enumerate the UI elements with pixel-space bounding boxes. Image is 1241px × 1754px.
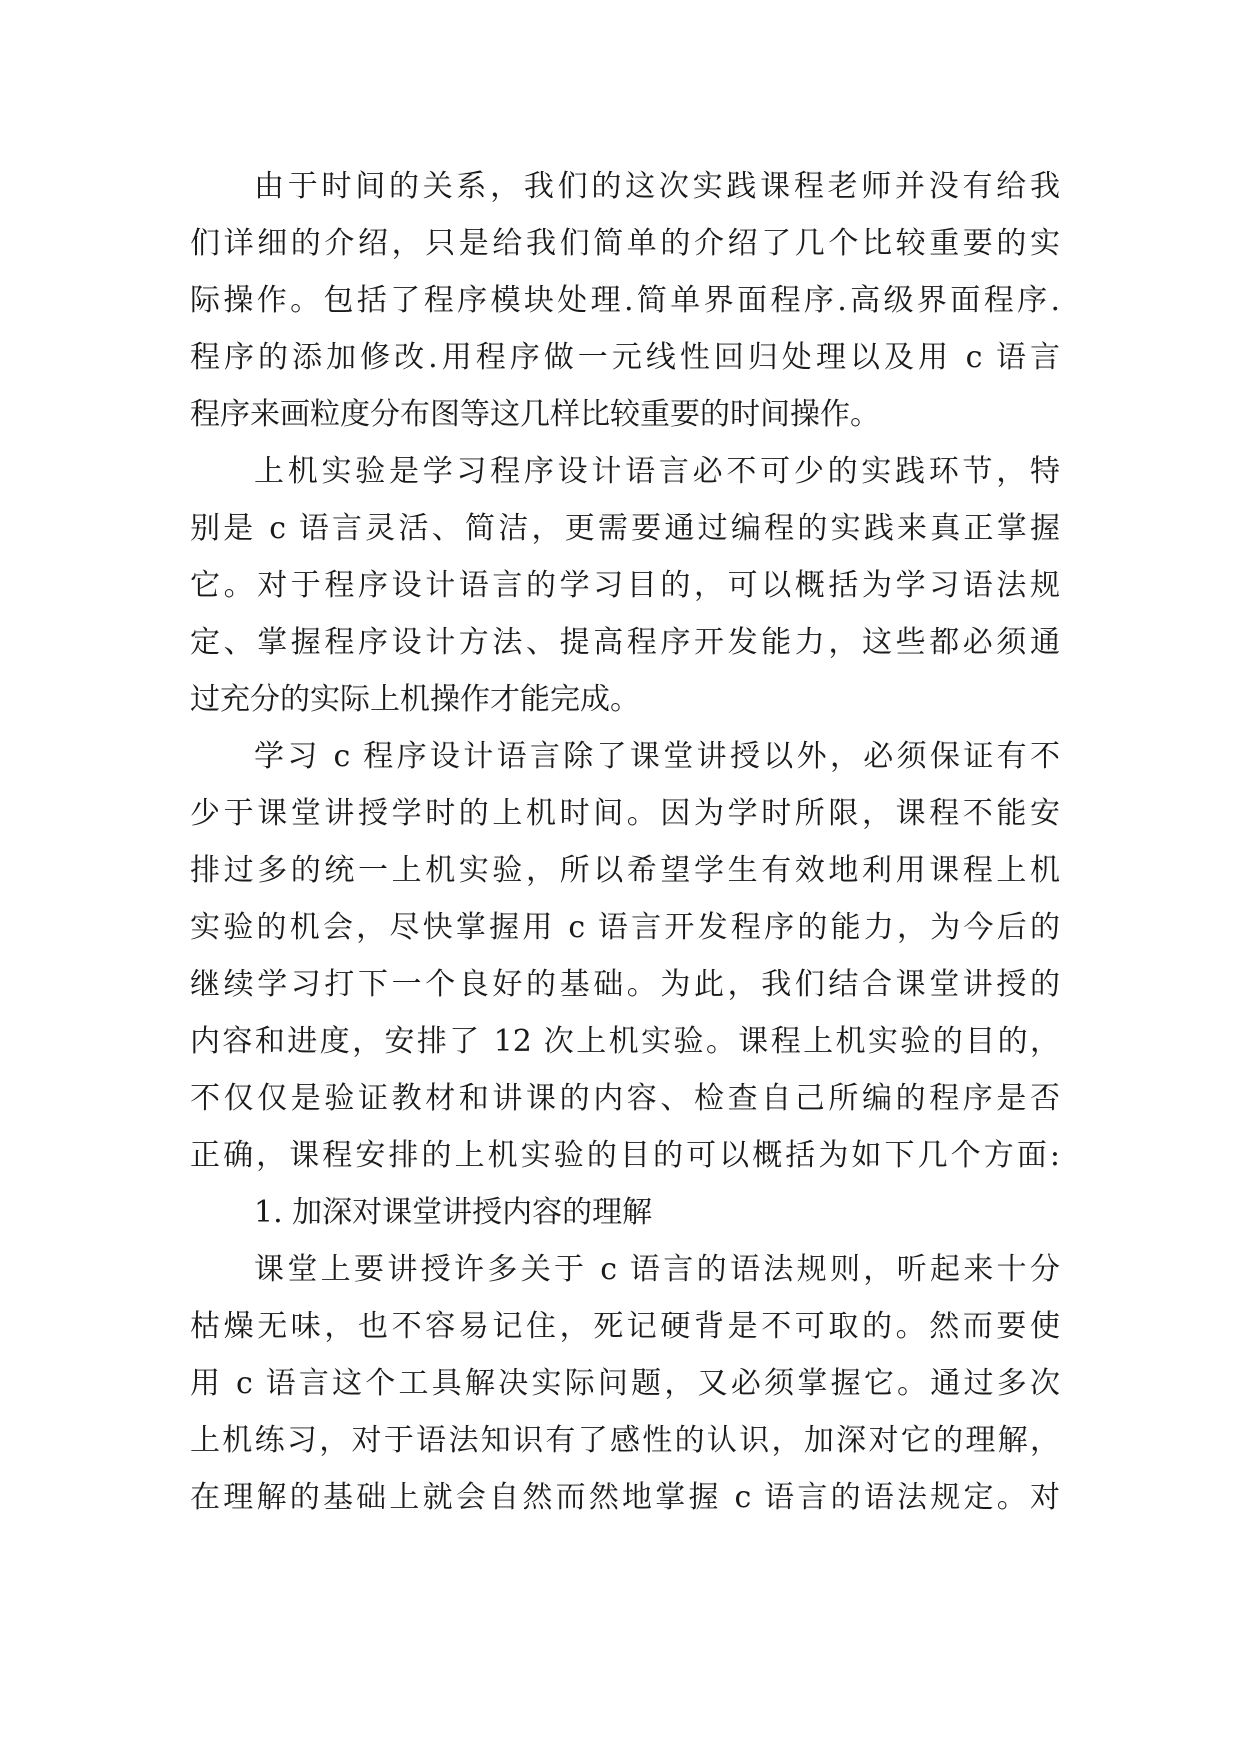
paragraph-3-line-1: 学习 c 程序设计语言除了课堂讲授以外，必须保证有不	[254, 739, 1060, 774]
paragraph-1-line-5: 程序来画粒度分布图等这几样比较重要的时间操作。	[190, 397, 880, 432]
paragraph-3-line-7: 不仅仅是验证教材和讲课的内容、检查自己所编的程序是否	[190, 1081, 1060, 1116]
paragraph-2-line-2: 别是 c 语言灵活、简洁，更需要通过编程的实践来真正掌握	[190, 511, 1060, 546]
paragraph-2-line-4: 定、掌握程序设计方法、提高程序开发能力，这些都必须通	[190, 625, 1060, 660]
paragraph-4-line-4: 上机练习，对于语法知识有了感性的认识，加深对它的理解，	[190, 1423, 1060, 1458]
paragraph-2-line-5: 过充分的实际上机操作才能完成。	[190, 682, 640, 717]
paragraph-3-line-4: 实验的机会，尽快掌握用 c 语言开发程序的能力，为今后的	[190, 910, 1060, 945]
paragraph-2-line-1: 上机实验是学习程序设计语言必不可少的实践环节，特	[254, 454, 1060, 489]
paragraph-1-line-2: 们详细的介绍，只是给我们简单的介绍了几个比较重要的实	[190, 226, 1060, 261]
paragraph-4-line-1: 课堂上要讲授许多关于 c 语言的语法规则，听起来十分	[254, 1252, 1060, 1287]
paragraph-1-line-3: 际操作。包括了程序模块处理.简单界面程序.高级界面程序.	[190, 283, 1060, 318]
paragraph-3-line-5: 继续学习打下一个良好的基础。为此，我们结合课堂讲授的	[190, 967, 1060, 1002]
paragraph-4-line-5: 在理解的基础上就会自然而然地掌握 c 语言的语法规定。对	[190, 1480, 1060, 1515]
document-body	[190, 158, 1060, 1526]
paragraph-3-line-8: 正确，课程安排的上机实验的目的可以概括为如下几个方面:	[190, 1138, 1060, 1173]
paragraph-4-line-2: 枯燥无味，也不容易记住，死记硬背是不可取的。然而要使	[190, 1309, 1060, 1344]
paragraph-3-line-2: 少于课堂讲授学时的上机时间。因为学时所限，课程不能安	[190, 796, 1060, 831]
paragraph-1-line-4: 程序的添加修改.用程序做一元线性回归处理以及用 c 语言	[190, 340, 1060, 375]
paragraph-2-line-3: 它。对于程序设计语言的学习目的，可以概括为学习语法规	[190, 568, 1060, 603]
paragraph-3-line-3: 排过多的统一上机实验，所以希望学生有效地利用课程上机	[190, 853, 1060, 888]
paragraph-1-line-1: 由于时间的关系，我们的这次实践课程老师并没有给我	[254, 169, 1060, 204]
section-heading-1: 1. 加深对课堂讲授内容的理解	[254, 1195, 653, 1230]
paragraph-3-line-6: 内容和进度，安排了 12 次上机实验。课程上机实验的目的，	[190, 1024, 1060, 1059]
paragraph-4-line-3: 用 c 语言这个工具解决实际问题，又必须掌握它。通过多次	[190, 1366, 1060, 1401]
